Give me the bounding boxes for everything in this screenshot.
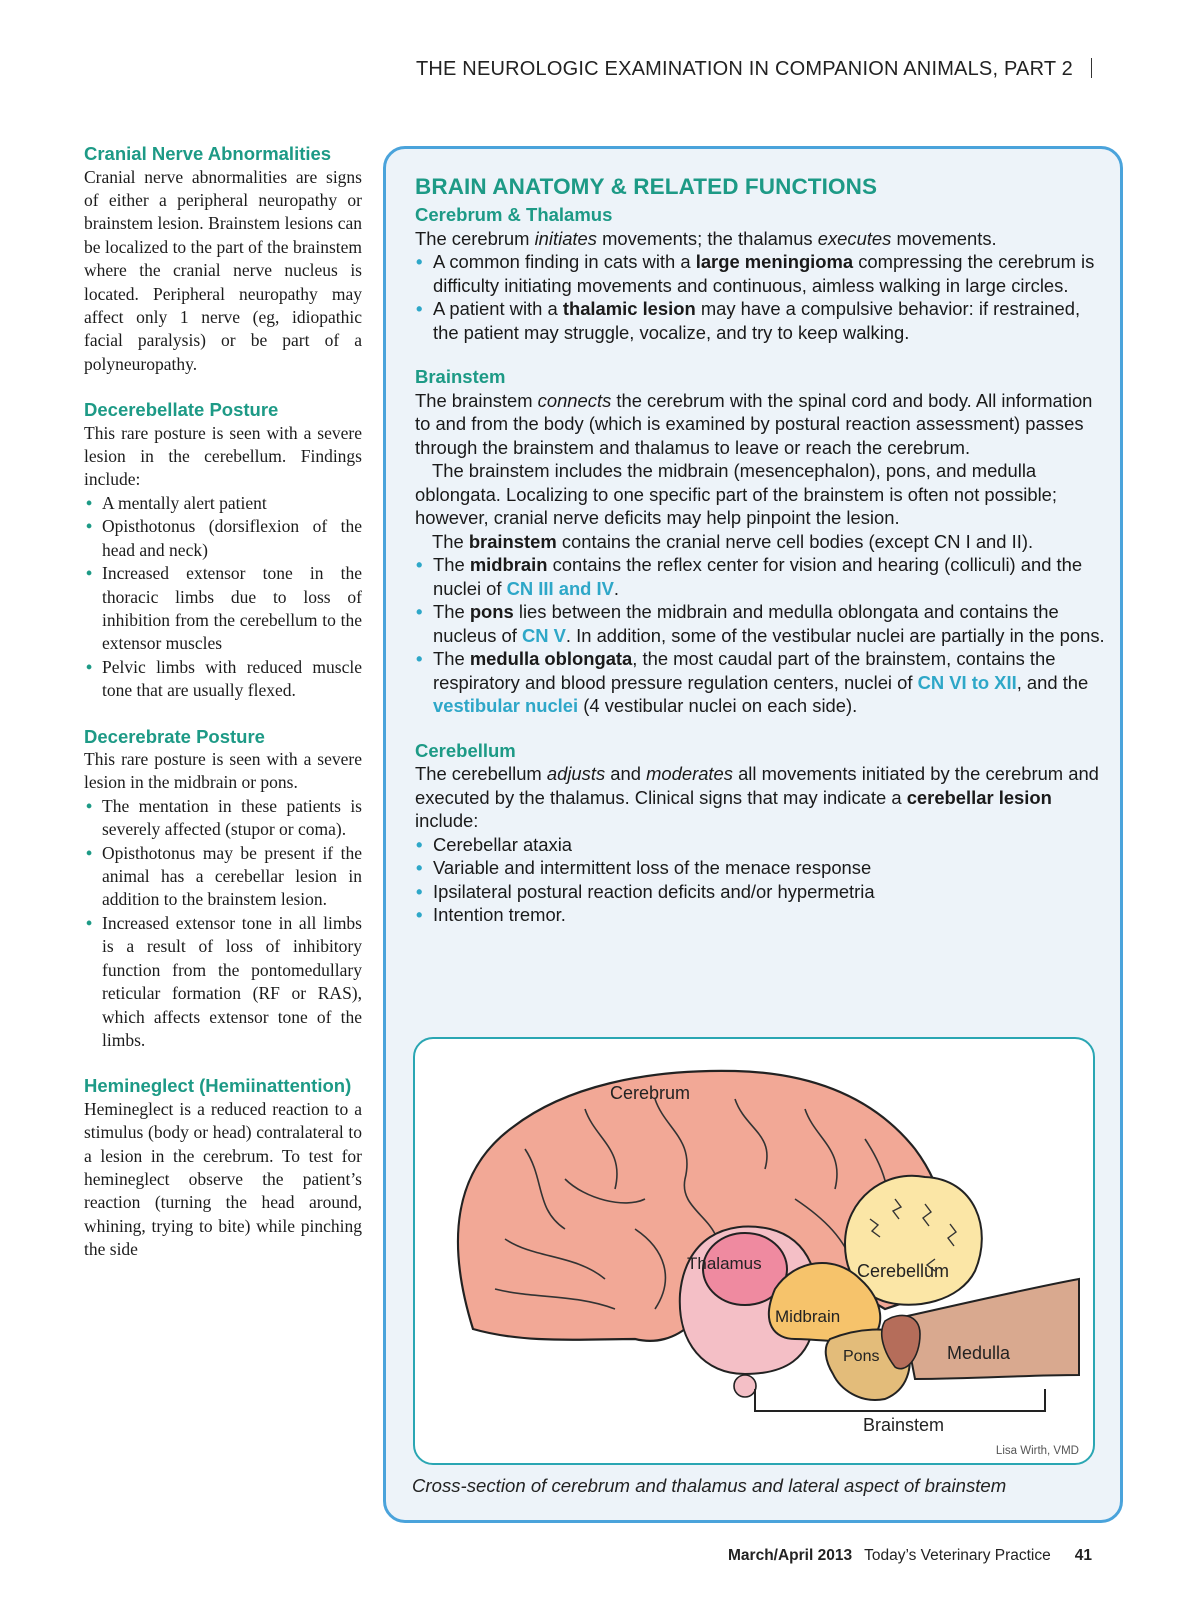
text-run: thalamic lesion xyxy=(562,298,696,319)
list-item: • A mentally alert patient xyxy=(84,492,362,515)
text-run: A common finding in cats with a xyxy=(433,251,696,272)
list-item: • Opisthotonus (dorsiflexion of the head and neck) xyxy=(84,515,362,562)
publication-name: Today’s Veterinary Practice xyxy=(864,1547,1051,1564)
text-run: midbrain xyxy=(469,554,548,575)
brain-illustration xyxy=(415,1039,1095,1465)
section-cranial-nerve xyxy=(84,142,362,376)
header-divider xyxy=(1091,58,1092,78)
text-run: connects xyxy=(537,389,612,411)
text-run: , the most caudal part of the brainstem, contains the respiratory and blood pressure regulation centers, nuclei of xyxy=(433,648,1056,693)
highlight-term: CN V xyxy=(521,624,566,646)
text-run: , and the xyxy=(1016,671,1089,693)
label-midbrain: Midbrain xyxy=(775,1307,841,1326)
text-run: include: xyxy=(415,810,479,831)
spacer xyxy=(415,344,1105,365)
label-medulla: Medulla xyxy=(947,1343,1011,1363)
section-decerebellate xyxy=(84,398,362,702)
text-run: The cerebellum xyxy=(415,763,547,784)
text-run: The xyxy=(433,648,470,669)
section-body: Hemineglect is a reduced reaction to a stimulus (body or head) contralateral to a lesion in the cerebrum. To test for hemineglect observe the patient’s reaction (turning the head around, whining, trying to bite) while pinching the side xyxy=(84,1098,362,1260)
text-run: brainstem xyxy=(468,530,557,552)
left-column xyxy=(84,142,362,1284)
pituitary xyxy=(734,1375,756,1397)
text-run: The xyxy=(433,554,470,575)
text-run: movements. xyxy=(891,227,997,249)
cerebellum-list xyxy=(415,833,1105,927)
text-run: lies between the midbrain and medulla oblongata and contains the nucleus of xyxy=(433,601,1059,646)
text-run: moderates xyxy=(646,763,733,784)
brainstem-bracket xyxy=(755,1389,1045,1411)
findings-list xyxy=(84,492,362,703)
text-run: The brainstem xyxy=(415,389,538,411)
findings-list xyxy=(84,795,362,1052)
list-item: • Cerebellar ataxia xyxy=(415,833,1105,857)
text-run: medulla oblongata xyxy=(469,648,633,669)
text-run: and xyxy=(605,763,647,784)
text-run: initiates xyxy=(534,227,597,249)
list-item: • Increased extensor tone in the thoracic limbs due to loss of inhibition from the cerebellum to the extensor muscles xyxy=(84,562,362,656)
text-run: . In addition, some of the vestibular nuclei are partially in the pons. xyxy=(565,624,1105,646)
list-item xyxy=(415,553,1105,600)
text-run: contains the cranial nerve cell bodies (except CN I and II). xyxy=(556,530,1034,552)
text-run: all movements initiated by the cerebrum and executed by the thalamus. Clinical signs that may indicate a xyxy=(415,763,1099,808)
text-run: large meningioma xyxy=(695,251,854,272)
page-number: 41 xyxy=(1074,1547,1092,1564)
list-item xyxy=(415,297,1105,344)
subsection-title-cerebrum: Cerebrum & Thalamus xyxy=(415,204,613,225)
text-run: compressing the cerebrum is difficulty initiating movements and continuous, aimless walking in large circles. xyxy=(433,251,1095,296)
text-run: the cerebrum with the spinal cord and body. All information to and from the body (which is examined by postural reaction assessment) passes through the brainstem and thalamus to leave or reach the cerebrum. xyxy=(415,389,1093,458)
subsection-title-cerebellum: Cerebellum xyxy=(415,739,516,761)
sidebar-content xyxy=(415,173,1105,927)
text-run: The cerebrum xyxy=(415,227,535,249)
section-title: Cranial Nerve Abnormalities xyxy=(84,143,332,164)
issue-date: March/April 2013 xyxy=(728,1547,853,1564)
text-run: (4 vestibular nuclei on each side). xyxy=(578,695,858,716)
label-thalamus: Thalamus xyxy=(687,1254,762,1273)
section-decerebrate xyxy=(84,725,362,1053)
label-cerebrum: Cerebrum xyxy=(610,1083,691,1103)
text-run: . xyxy=(613,577,620,599)
text-run: executes xyxy=(817,227,892,249)
label-brainstem: Brainstem xyxy=(863,1415,945,1435)
spacer xyxy=(415,718,1105,739)
sidebar-box xyxy=(383,146,1123,1523)
page-footer xyxy=(728,1547,1092,1565)
section-body: This rare posture is seen with a severe lesion in the midbrain or pons. xyxy=(84,749,362,793)
text-run: movements; the thalamus xyxy=(596,227,818,249)
brain-illustration-box xyxy=(413,1037,1095,1465)
figure-caption: Cross-section of cerebrum and thalamus and lateral aspect of brainstem xyxy=(412,1475,1007,1496)
list-item: • Pelvic limbs with reduced muscle tone that are usually flexed. xyxy=(84,656,362,703)
running-header xyxy=(416,58,1092,81)
section-title: Decerebrate Posture xyxy=(84,725,265,747)
section-title: Decerebellate Posture xyxy=(84,399,279,421)
list-item: • The mentation in these patients is severely affected (stupor or coma). xyxy=(84,795,362,842)
highlight-term: CN VI to XII xyxy=(917,671,1017,693)
box-title: BRAIN ANATOMY & RELATED FUNCTIONS xyxy=(415,174,878,199)
highlight-term: CN III and IV xyxy=(506,577,614,599)
text-run: pons xyxy=(469,601,514,622)
illustration-credit: Lisa Wirth, VMD xyxy=(995,1445,1079,1457)
text-run: may have a compulsive behavior: if restrained, the patient may struggle, vocalize, and try to keep walking. xyxy=(433,298,1081,343)
text-run: A patient with a xyxy=(433,298,563,319)
section-body: Cranial nerve abnormalities are signs of either a peripheral neuropathy or brainstem lesion. Brainstem lesions can be localized to the part of the brainstem where the cranial nerve nucleus is located. Peripheral neuropathy may affect only 1 nerve (eg, idiopathic facial paralysis) or be part of a polyneuropathy. xyxy=(84,166,362,374)
text-run: contains the reflex center for vision and hearing (colliculi) and the nuclei of xyxy=(433,554,1083,599)
list-item: • Increased extensor tone in all limbs is a result of loss of inhibitory function from the pontomedullary reticular formation (RF or RAS), which affects extensor tone of the limbs. xyxy=(84,912,362,1052)
cerebellum-p xyxy=(415,762,1105,833)
text-run: adjusts xyxy=(546,763,606,784)
cerebrum-intro xyxy=(415,227,1105,251)
brainstem-p2: The brainstem includes the midbrain (mesencephalon), pons, and medulla oblongata. Localizing to one specific part of the brainstem is often not possible; however, cranial nerve deficits may help pinpoint the lesion. xyxy=(415,460,1058,528)
list-item: • Ipsilateral postural reaction deficits and/or hypermetria xyxy=(415,880,1105,904)
list-item xyxy=(415,250,1105,297)
label-cerebellum: Cerebellum xyxy=(857,1261,950,1281)
text-run: cerebellar lesion xyxy=(906,786,1052,808)
brainstem-p1 xyxy=(415,389,1105,460)
list-item: • Opisthotonus may be present if the animal has a cerebellar lesion in addition to the brainstem lesion. xyxy=(84,842,362,912)
label-pons: Pons xyxy=(843,1348,880,1365)
list-item xyxy=(415,647,1105,718)
list-item: • Variable and intermittent loss of the menace response xyxy=(415,856,1105,880)
cerebrum-list xyxy=(415,250,1105,344)
running-title: THE NEUROLOGIC EXAMINATION IN COMPANION ANIMALS, PART 2 xyxy=(415,58,1073,80)
subsection-title-brainstem: Brainstem xyxy=(415,366,506,387)
text-run: The xyxy=(433,601,470,622)
section-title: Hemineglect (Hemiinattention) xyxy=(84,1075,352,1097)
highlight-term: vestibular nuclei xyxy=(433,695,579,716)
section-body: This rare posture is seen with a severe lesion in the cerebellum. Findings include: xyxy=(84,422,362,490)
brainstem-p3 xyxy=(415,530,1105,554)
text-run: The xyxy=(432,530,469,552)
brainstem-list xyxy=(415,553,1105,718)
section-hemineglect xyxy=(84,1074,362,1261)
list-item: • Intention tremor. xyxy=(415,903,1105,927)
list-item xyxy=(415,600,1105,647)
